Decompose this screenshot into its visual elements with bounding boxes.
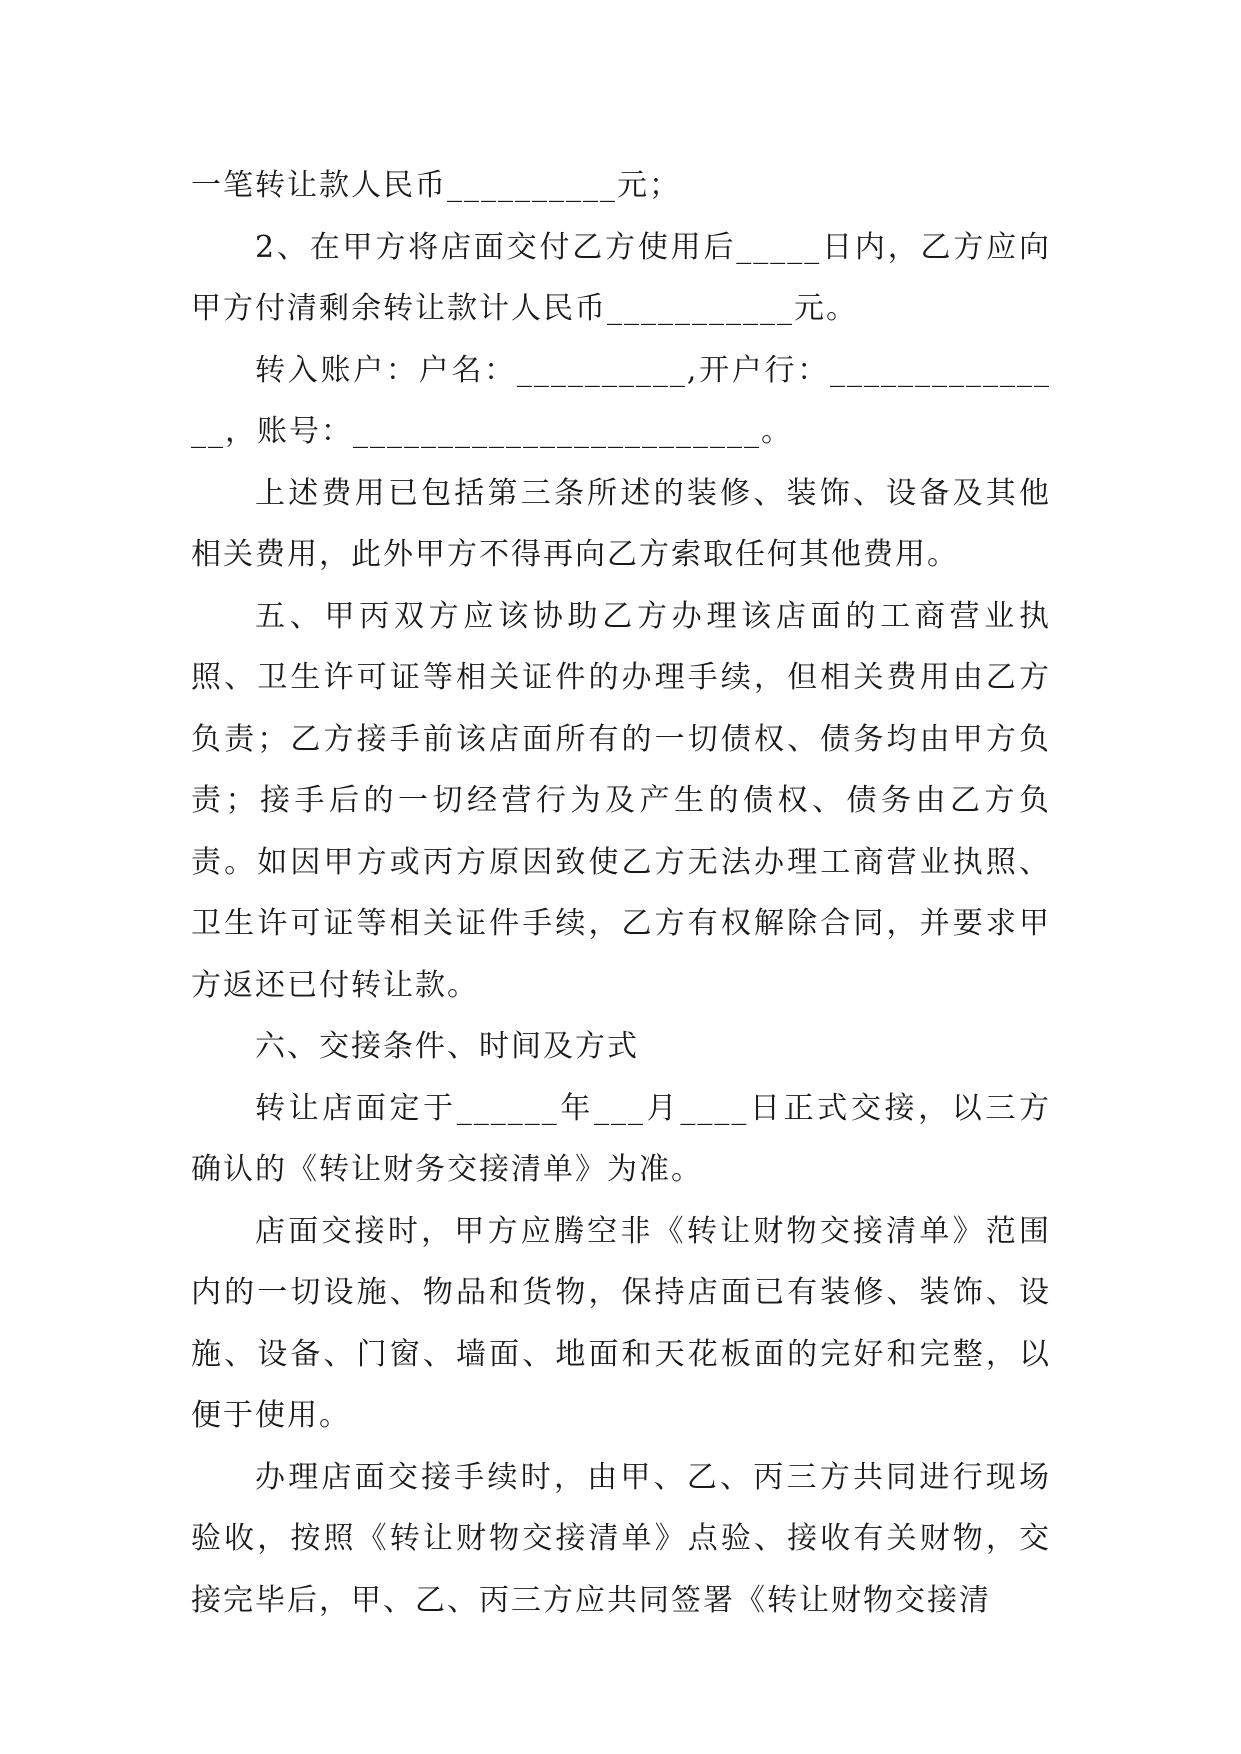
paragraph-bank-account: 转入账户：户名：__________,开户行：_______________，账号：________________________。 [191,352,1051,449]
document-body [191,155,1051,1631]
paragraph-payment-first: 一笔转让款人民币__________元； [191,168,681,203]
heading-clause-six: 六、交接条件、时间及方式 [255,1029,639,1064]
paragraph-handover-date: 转让店面定于______年___月____日正式交接，以三方确认的《转让财务交接清单》为准。 [191,1090,1051,1187]
paragraph-payment-second: 2、在甲方将店面交付乙方使用后_____日内，乙方应向甲方付清剩余转让款计人民币___________元。 [191,229,1051,326]
paragraph-handover-condition: 店面交接时，甲方应腾空非《转让财物交接清单》范围内的一切设施、物品和货物，保持店面已有装修、装饰、设施、设备、门窗、墙面、地面和天花板面的完好和完整，以便于使用。 [191,1213,1051,1433]
paragraph-handover-procedure: 办理店面交接手续时，由甲、乙、丙三方共同进行现场验收，按照《转让财物交接清单》点验、接收有关财物，交接完毕后，甲、乙、丙三方应共同签署《转让财物交接清 [191,1459,1051,1618]
paragraph-clause-five: 五、甲丙双方应该协助乙方办理该店面的工商营业执照、卫生许可证等相关证件的办理手续，但相关费用由乙方负责；乙方接手前该店面所有的一切债权、债务均由甲方负责；接手后的一切经营行为及产生的债权、债务由乙方负责。如因甲方或丙方原因致使乙方无法办理工商营业执照、卫生许可证等相关证件手续，乙方有权解除合同，并要求甲方返还已付转让款。 [191,598,1051,1003]
paragraph-fees-included: 上述费用已包括第三条所述的装修、装饰、设备及其他相关费用，此外甲方不得再向乙方索取任何其他费用。 [191,475,1051,572]
